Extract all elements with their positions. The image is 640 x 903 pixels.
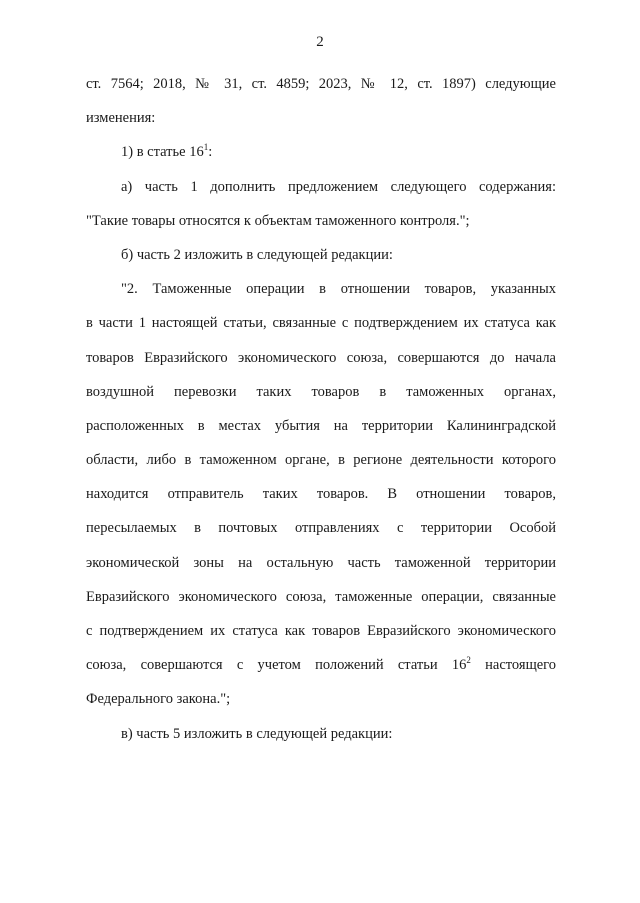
text-line: Евразийского экономического союза, таможенные операции, связанные <box>86 588 556 605</box>
text-line: воздушной перевозки таких товаров в таможенных органах, <box>86 383 556 400</box>
text-line: изменения: <box>86 110 156 127</box>
page-number: 2 <box>316 34 324 50</box>
text-line-statute <box>86 648 556 682</box>
text-line: Федерального закона."; <box>86 691 231 708</box>
text-line: ст. 7564; 2018, № 31, ст. 4859; 2023, № 12, ст. 1897) следующие <box>86 76 556 92</box>
text-line: расположенных в местах убытия на территории Калининградской <box>86 417 556 434</box>
text-line-article <box>86 135 556 169</box>
article-ref: 1) в статье 16 <box>121 144 204 161</box>
statute-ref: союза, совершаются с учетом положений статьи 16 <box>86 657 467 674</box>
text-line: находится отправитель таких товаров. В отношении товаров, <box>86 486 556 503</box>
text-line: товаров Евразийского экономического союза, совершаются до начала <box>86 349 556 366</box>
text-body <box>86 67 556 751</box>
colon: : <box>208 144 213 161</box>
text-line: "2. Таможенные операции в отношении товаров, указанных <box>121 281 556 298</box>
text-line: "Такие товары относятся к объектам таможенного контроля."; <box>86 212 470 229</box>
superscript: 2 <box>466 655 471 666</box>
superscript: 1 <box>203 142 209 153</box>
text-line: с подтверждением их статуса как товаров Евразийского экономического <box>86 623 556 639</box>
text-line: экономической зоны на остальную часть таможенной территории <box>86 554 556 571</box>
statute-ref-end: настоящего <box>485 657 556 674</box>
text-line: пересылаемых в почтовых отправлениях с территории Особой <box>86 520 556 537</box>
text-line: в части 1 настоящей статьи, связанные с подтверждением их статуса как <box>86 315 556 332</box>
text-line: в) часть 5 изложить в следующей редакции: <box>121 725 393 742</box>
text-line: области, либо в таможенном органе, в регионе деятельности которого <box>86 452 556 469</box>
text-line: б) часть 2 изложить в следующей редакции: <box>121 246 393 263</box>
text-line: а) часть 1 дополнить предложением следующего содержания: <box>121 178 556 195</box>
